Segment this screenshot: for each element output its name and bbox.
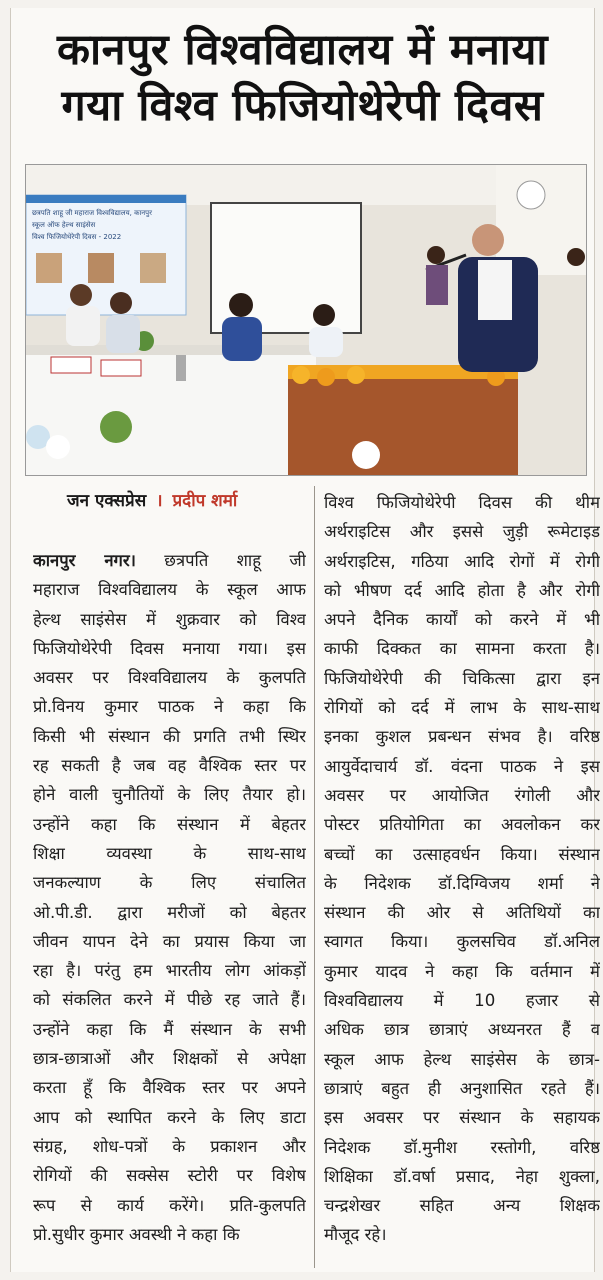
article-left-line: रूप से कार्य करेंगे। प्रति-कुलपति [33,1195,306,1215]
article-left-line: महाराज विश्वविद्यालय के स्कूल आफ [33,580,306,600]
column-divider [314,486,315,1268]
article-right-line: अवसर पर आयोजित रंगोली और [324,785,600,805]
article-right-line: शिक्षिका डॉ.वर्षा प्रसाद, नेहा शुक्ला, [324,1166,600,1186]
article-left-line: को संकलित करने में पीछे रह जाते हैं। [33,990,306,1010]
headline-line-1: कानपुर विश्वविद्यालय में मनाया [56,25,549,75]
article-left-line: शिक्षा व्यवस्था के साथ-साथ [33,843,306,863]
article-right-line: के निदेशक डॉ.दिग्विजय शर्मा ने [324,873,600,893]
article-right-line: छात्राएं बहुत ही अनुशासित रहते हैं। [324,1078,600,1098]
article-right-line: संस्थान की ओर से अतिथियों का [324,903,600,923]
article-right-line: स्वागत किया। कुलसचिव डॉ.अनिल [324,932,600,952]
article-right-line: अर्थराइटिस, गठिया आदि रोगों में रोगी [324,551,600,571]
event-photo [25,164,587,476]
photo-banner-line-3: विश्व फिजियोथेरेपी दिवस - 2022 [32,233,122,241]
article-right-line: को भीषण दर्द आदि होता है और रोगी [324,580,600,600]
article-right-line: काफी दिक्कत का सामना करता है। [324,639,600,659]
article-left-line: करता हूँ कि वैश्विक स्तर पर अपने [33,1078,306,1098]
article-right-column [324,488,600,1250]
article-left-line: होने वाली चुनौतियों के लिए तैयार हो। [33,785,306,805]
article-left-line: जनकल्याण के लिए संचालित [33,873,306,893]
photo-banner-line-1: छत्रपति शाहू जी महाराज विश्वविद्यालय, कानपुर [32,209,153,217]
article-left-line: उन्होंने कहा कि मैं संस्थान के सभी [33,1019,306,1039]
article-right-line: इनका कुशल प्रबन्धन संभव है। वरिष्ठ [324,727,600,747]
article-left-line: रोगियों की सक्सेस स्टोरी पर विशेष [33,1166,306,1186]
article-right-line: आयुर्वेदाचार्य डॉ. वंदना पाठक ने इस [324,756,600,776]
article-right-line: अधिक छात्र छात्राएं अध्यनरत हैं व [324,1020,600,1040]
byline-source: जन एक्सप्रेस [67,491,147,511]
article-right-line: अपने दैनिक कार्यों को करने में भी [324,610,600,630]
article-left-line: रहा है। परंतु हम भारतीय लोग आंकड़ों [33,961,306,981]
article-right-line: रोगियों को दर्द में लाभ के साथ-साथ [324,698,600,718]
article-right-line: विश्वविद्यालय में 10 हजार से [324,991,600,1011]
article-right-line: फिजियोथेरेपी की चिकित्सा द्वारा इन [324,668,600,688]
article-left-line: रह सकती है जब वह वैश्विक स्तर पर [33,756,306,776]
article-right-line: निदेशक डॉ.मुनीश रस्तोगी, वरिष्ठ [324,1137,600,1157]
article-left-line-0-text: छत्रपति शाहू जी [135,551,306,570]
headline-line-2: गया विश्व फिजियोथेरेपी दिवस [61,81,544,131]
article-left-line: अवसर पर विश्वविद्यालय के कुलपति [33,668,306,688]
article-left-line: उन्होंने कहा कि संस्थान में बेहतर [33,814,306,834]
event-photo-illustration [26,165,586,475]
article-right-line: मौजूद रहे। [324,1225,387,1245]
article-left-line: आप को स्थापित करने के लिए डाटा [33,1107,306,1127]
article-left-line: ओ.पी.डी. द्वारा मरीजों को बेहतर [33,902,306,922]
byline-author: प्रदीप शर्मा [172,491,238,511]
article-dateline: कानपुर नगर। [33,551,136,570]
article-right-line: स्कूल आफ हेल्थ साइंसेस के छात्र- [324,1049,600,1069]
headline [11,22,594,134]
byline [67,488,237,511]
article-left-line: प्रो.विनय कुमार पाठक ने कहा कि [33,697,306,717]
article-left-line: प्रो.सुधीर कुमार अवस्थी ने कहा कि [33,1224,240,1244]
article-right-line: इस अवसर पर संस्थान के सहायक [324,1108,600,1128]
article-left-column [33,546,306,1249]
article-left-line: फिजियोथेरेपी दिवस मनाया गया। इस [33,638,306,658]
article-left-line: छात्र-छात्राओं और शिक्षकों से अपेक्षा [33,1049,306,1069]
newspaper-clipping [10,8,600,1272]
article-left-line: हेल्थ साइंसेस में शुक्रवार को विश्व [33,609,306,629]
article-right-line: पोस्टर प्रतियोगिता का अवलोकन कर [324,815,600,835]
article-left-line-0 [33,546,306,575]
article-right-line: अर्थराइटिस और इससे जुड़ी रूमेटाइड [324,522,600,542]
article-left-line: संग्रह, शोध-पत्रों के प्रकाशन और [33,1136,306,1156]
photo-banner-line-2: स्कूल ऑफ हेल्थ साइंसेस [32,221,96,229]
byline-separator: । [156,491,163,511]
article-left-line: जीवन यापन देने का प्रयास किया जा [33,931,306,951]
article-right-line: विश्व फिजियोथेरेपी दिवस की थीम [324,493,600,512]
article-left-line: किसी भी संस्थान की प्रगति तभी स्थिर [33,726,306,746]
article-right-line: बच्चों का उत्साहवर्धन किया। संस्थान [324,844,600,864]
article-right-line: कुमार यादव ने कहा कि वर्तमान में [324,961,600,981]
article-right-line: चन्द्रशेखर सहित अन्य शिक्षक [324,1196,600,1216]
